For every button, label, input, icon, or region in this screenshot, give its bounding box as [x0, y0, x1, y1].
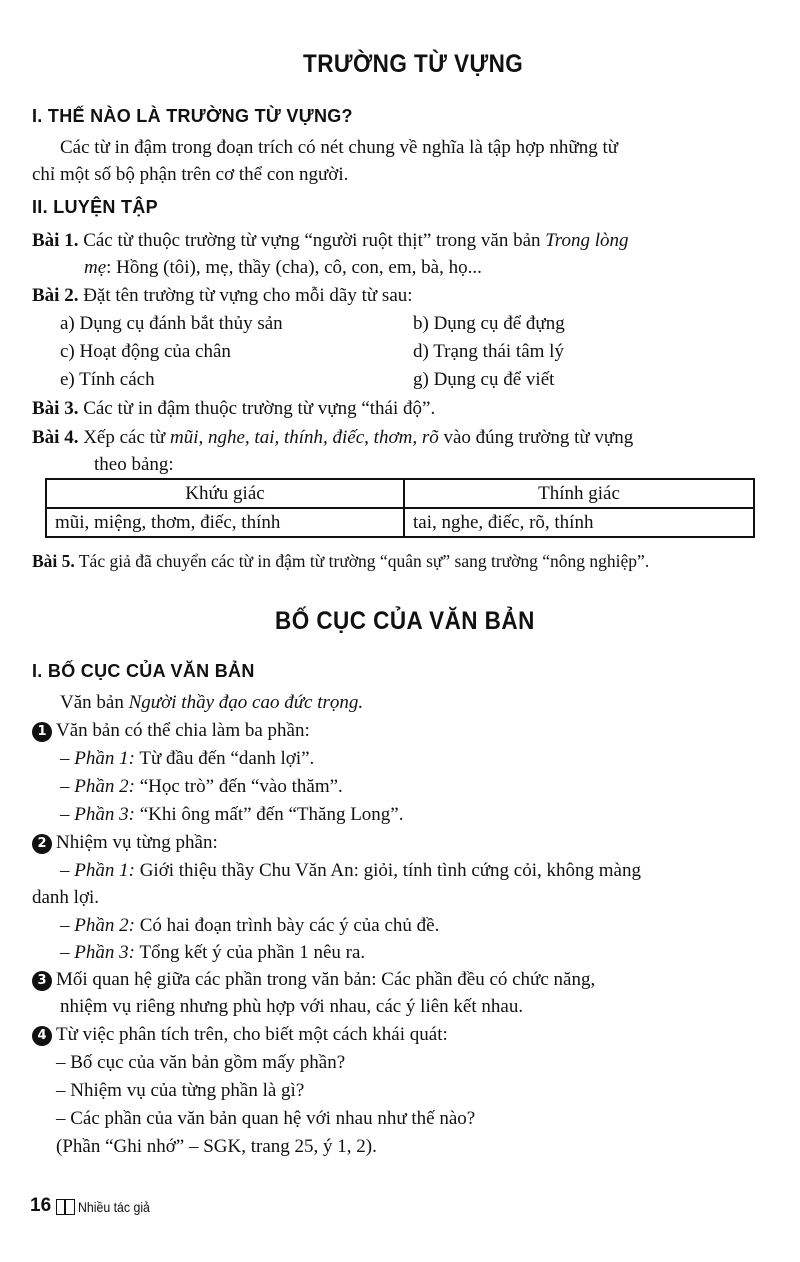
paragraph-line: Các từ in đậm trong đoạn trích có nét chung về nghĩa là tập hợp những từ	[60, 137, 619, 158]
table-cell: tai, nghe, điếc, rõ, thính	[404, 508, 754, 537]
exercise-italic: Trong lòng	[545, 230, 629, 251]
section2-title: BỐ CỤC CỦA VĂN BẢN	[275, 607, 535, 635]
part-text: Giới thiệu thầy Chu Văn An: giỏi, tính tình cứng cỏi, không màng	[139, 860, 641, 881]
list-item: d) Trạng thái tâm lý	[413, 341, 564, 362]
part-line-cont: danh lợi.	[32, 887, 100, 908]
exercise-text: : Hồng (tôi), mẹ, thầy (cha), cô, con, em, bà, họ...	[106, 257, 482, 278]
question-line: – Nhiệm vụ của từng phần là gì?	[56, 1080, 305, 1101]
list-item: c) Hoạt động của chân	[60, 341, 231, 362]
exercise-text: Tác giả đã chuyển các từ in đậm từ trường “quân sự” sang trường “nông nghiệp”.	[78, 551, 650, 571]
section2-heading-i: I. BỐ CỤC CỦA VĂN BẢN	[32, 661, 255, 681]
part-label: Phần 3:	[74, 804, 135, 825]
table-header-row	[46, 479, 754, 508]
exercise-3	[32, 395, 435, 422]
section1-heading-ii: II. LUYỆN TẬP	[32, 197, 158, 217]
section1-heading-i: I. THẾ NÀO LÀ TRƯỜNG TỪ VỰNG?	[32, 106, 353, 126]
paragraph-line: chỉ một số bộ phận trên cơ thể con người.	[32, 164, 349, 185]
exercise-label: Bài 1.	[32, 230, 79, 251]
vocabulary-table	[45, 478, 755, 538]
part-text: Tổng kết ý của phần 1 nêu ra.	[139, 942, 366, 963]
table-header: Thính giác	[404, 479, 754, 508]
number-badge: 3	[32, 971, 52, 991]
item-text-cont: nhiệm vụ riêng nhưng phù hợp với nhau, các ý liên kết nhau.	[60, 996, 524, 1017]
exercise-text: Các từ thuộc trường từ vựng “người ruột thịt” trong văn bản	[83, 230, 541, 251]
number-badge: 4	[32, 1026, 52, 1046]
item-text: Văn bản có thể chia làm ba phần:	[56, 720, 310, 741]
page-number: 16	[30, 1195, 52, 1216]
table-header: Khứu giác	[46, 479, 404, 508]
footer-author: Nhiều tác giả	[78, 1199, 150, 1215]
list-item: g) Dụng cụ để viết	[413, 369, 555, 390]
exercise-1-cont	[84, 254, 482, 281]
part-line: – Phần 2: Có hai đoạn trình bày các ý của chủ đề.	[60, 915, 440, 936]
table-cell: mũi, miệng, thơm, điếc, thính	[46, 508, 404, 537]
exercise-4	[32, 424, 633, 451]
exercise-italic: mẹ	[84, 257, 107, 278]
part-label: Phần 1:	[74, 860, 135, 881]
part-text: Có hai đoạn trình bày các ý của chủ đề.	[139, 915, 440, 936]
numbered-item-4	[32, 1021, 448, 1048]
exercise-text: vào đúng trường từ vựng	[443, 427, 634, 448]
part-text: Từ đầu đến “danh lợi”.	[139, 748, 315, 769]
exercise-2	[32, 282, 413, 309]
item-text: Nhiệm vụ từng phần:	[56, 832, 218, 853]
note-line: (Phần “Ghi nhớ” – SGK, trang 25, ý 1, 2).	[56, 1136, 377, 1157]
question-line: – Các phần của văn bản quan hệ với nhau như thế nào?	[56, 1108, 476, 1129]
part-line: – Phần 1: Từ đầu đến “danh lợi”.	[60, 748, 315, 769]
exercise-4-cont: theo bảng:	[94, 454, 174, 475]
exercise-1	[32, 227, 629, 254]
part-text: “Khi ông mất” đến “Thăng Long”.	[139, 804, 404, 825]
exercise-5	[32, 548, 649, 575]
item-text: Từ việc phân tích trên, cho biết một cách khái quát:	[56, 1024, 448, 1045]
part-text: “Học trò” đến “vào thăm”.	[139, 776, 343, 797]
item-text: Mối quan hệ giữa các phần trong văn bản: Các phần đều có chức năng,	[56, 969, 596, 990]
book-icon	[56, 1199, 75, 1215]
list-item: e) Tính cách	[60, 369, 155, 390]
number-badge: 2	[32, 834, 52, 854]
numbered-item-2	[32, 829, 218, 856]
exercise-label: Bài 3.	[32, 398, 79, 419]
exercise-text: Đặt tên trường từ vựng cho mỗi dãy từ sau:	[83, 285, 413, 306]
table-row	[46, 508, 754, 537]
question-line: – Bố cục của văn bản gồm mấy phần?	[56, 1052, 346, 1073]
list-item: a) Dụng cụ đánh bắt thủy sản	[60, 313, 283, 334]
part-line: – Phần 3: “Khi ông mất” đến “Thăng Long”.	[60, 804, 404, 825]
exercise-label: Bài 5.	[32, 551, 75, 571]
part-line: – Phần 3: Tổng kết ý của phần 1 nêu ra.	[60, 942, 366, 963]
part-line: – Phần 2: “Học trò” đến “vào thăm”.	[60, 776, 343, 797]
exercise-text: Xếp các từ	[83, 427, 166, 448]
exercise-italic: mũi, nghe, tai, thính, điếc, thơm, rõ	[169, 427, 439, 448]
numbered-item-3	[32, 966, 595, 993]
intro-line	[60, 689, 363, 716]
part-label: Phần 1:	[74, 748, 135, 769]
part-label: Phần 2:	[74, 915, 135, 936]
footer	[30, 1195, 51, 1217]
exercise-label: Bài 2.	[32, 285, 79, 306]
number-badge: 1	[32, 722, 52, 742]
intro-text: Văn bản	[60, 692, 124, 713]
intro-italic: Người thầy đạo cao đức trọng.	[128, 692, 364, 713]
part-label: Phần 3:	[74, 942, 135, 963]
section1-title: TRƯỜNG TỪ VỰNG	[303, 50, 524, 78]
list-item: b) Dụng cụ để đựng	[413, 313, 565, 334]
numbered-item-1	[32, 717, 310, 744]
exercise-text: Các từ in đậm thuộc trường từ vựng “thái độ”.	[83, 398, 436, 419]
part-line: – Phần 1: Giới thiệu thầy Chu Văn An: giỏi, tính tình cứng cỏi, không màng	[60, 860, 641, 881]
exercise-label: Bài 4.	[32, 427, 79, 448]
part-label: Phần 2:	[74, 776, 135, 797]
